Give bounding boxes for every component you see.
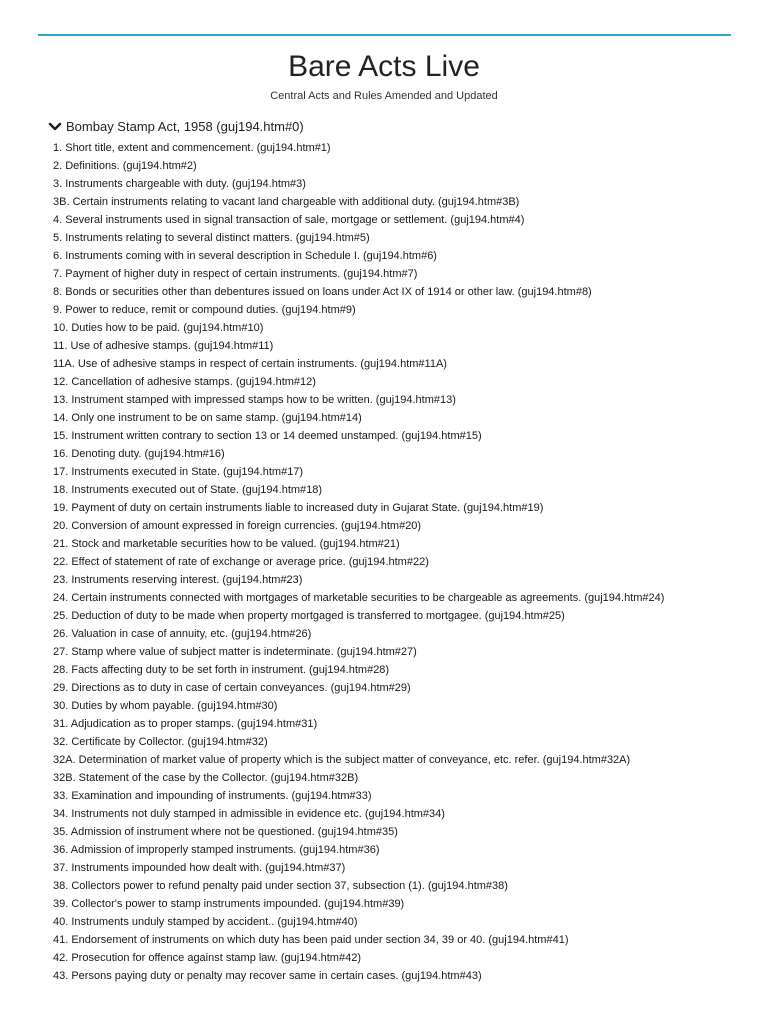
list-item xyxy=(53,931,664,949)
list-item xyxy=(53,661,664,679)
list-item xyxy=(53,967,664,985)
list-item xyxy=(53,481,664,499)
list-item xyxy=(53,445,664,463)
list-item xyxy=(53,283,664,301)
section-link[interactable]: 19. Payment of duty on certain instruments liable to increased duty in Gujarat State. (guj194.htm#19) xyxy=(53,502,544,514)
list-item xyxy=(53,571,664,589)
section-list xyxy=(53,139,664,985)
list-item xyxy=(53,373,664,391)
section-link[interactable]: 3. Instruments chargeable with duty. (guj194.htm#3) xyxy=(53,178,306,190)
section-link[interactable]: 32. Certificate by Collector. (guj194.htm#32) xyxy=(53,736,268,748)
act-heading[interactable] xyxy=(48,118,304,136)
section-link[interactable]: 8. Bonds or securities other than debentures issued on loans under Act IX of 1914 or other law. (guj194.htm#8) xyxy=(53,286,592,298)
list-item xyxy=(53,877,664,895)
section-link[interactable]: 7. Payment of higher duty in respect of certain instruments. (guj194.htm#7) xyxy=(53,268,418,280)
section-link[interactable]: 12. Cancellation of adhesive stamps. (guj194.htm#12) xyxy=(53,376,316,388)
section-link[interactable]: 31. Adjudication as to proper stamps. (guj194.htm#31) xyxy=(53,718,318,730)
list-item xyxy=(53,751,664,769)
section-link[interactable]: 16. Denoting duty. (guj194.htm#16) xyxy=(53,448,225,460)
list-item xyxy=(53,229,664,247)
section-link[interactable]: 6. Instruments coming with in several description in Schedule I. (guj194.htm#6) xyxy=(53,250,437,262)
site-subtitle: Central Acts and Rules Amended and Updated xyxy=(270,90,498,102)
list-item xyxy=(53,409,664,427)
section-link[interactable]: 42. Prosecution for offence against stamp law. (guj194.htm#42) xyxy=(53,952,361,964)
section-link[interactable]: 30. Duties by whom payable. (guj194.htm#30) xyxy=(53,700,278,712)
section-link[interactable]: 27. Stamp where value of subject matter is indeterminate. (guj194.htm#27) xyxy=(53,646,417,658)
section-link[interactable]: 13. Instrument stamped with impressed stamps how to be written. (guj194.htm#13) xyxy=(53,394,456,406)
section-link[interactable]: 29. Directions as to duty in case of certain conveyances. (guj194.htm#29) xyxy=(53,682,411,694)
list-item xyxy=(53,265,664,283)
list-item xyxy=(53,301,664,319)
act-heading-label: Bombay Stamp Act, 1958 (guj194.htm#0) xyxy=(66,119,304,134)
list-item xyxy=(53,589,664,607)
list-item xyxy=(53,157,664,175)
list-item xyxy=(53,247,664,265)
list-item xyxy=(53,823,664,841)
section-link[interactable]: 24. Certain instruments connected with mortgages of marketable securities to be chargeable as agreements. (guj194.htm#24) xyxy=(53,592,665,604)
section-link[interactable]: 14. Only one instrument to be on same stamp. (guj194.htm#14) xyxy=(53,412,362,424)
section-link[interactable]: 20. Conversion of amount expressed in foreign currencies. (guj194.htm#20) xyxy=(53,520,422,532)
section-link[interactable]: 15. Instrument written contrary to section 13 or 14 deemed unstamped. (guj194.htm#15) xyxy=(53,430,482,442)
section-link[interactable]: 23. Instruments reserving interest. (guj194.htm#23) xyxy=(53,574,303,586)
section-link[interactable]: 11. Use of adhesive stamps. (guj194.htm#11) xyxy=(53,340,274,352)
section-link[interactable]: 32A. Determination of market value of property which is the subject matter of conveyance, etc. refer. (guj194.htm#32A) xyxy=(53,754,631,766)
section-link[interactable]: 4. Several instruments used in signal transaction of sale, mortgage or settlement. (guj194.htm#4) xyxy=(53,214,525,226)
list-item xyxy=(53,607,664,625)
list-item xyxy=(53,211,664,229)
list-item xyxy=(53,715,664,733)
section-link[interactable]: 36. Admission of improperly stamped instruments. (guj194.htm#36) xyxy=(53,844,380,856)
section-link[interactable]: 1. Short title, extent and commencement. (guj194.htm#1) xyxy=(53,142,331,154)
section-link[interactable]: 18. Instruments executed out of State. (guj194.htm#18) xyxy=(53,484,323,496)
section-link[interactable]: 2. Definitions. (guj194.htm#2) xyxy=(53,160,197,172)
list-item xyxy=(53,913,664,931)
list-item xyxy=(53,427,664,445)
chevron-down-icon xyxy=(48,118,62,136)
section-link[interactable]: 26. Valuation in case of annuity, etc. (guj194.htm#26) xyxy=(53,628,312,640)
list-item xyxy=(53,733,664,751)
section-link[interactable]: 34. Instruments not duly stamped in admissible in evidence etc. (guj194.htm#34) xyxy=(53,808,445,820)
section-link[interactable]: 11A. Use of adhesive stamps in respect of certain instruments. (guj194.htm#11A) xyxy=(53,358,447,370)
list-item xyxy=(53,553,664,571)
header-divider xyxy=(38,34,731,36)
section-link[interactable]: 21. Stock and marketable securities how to be valued. (guj194.htm#21) xyxy=(53,538,400,550)
list-item xyxy=(53,841,664,859)
section-link[interactable]: 33. Examination and impounding of instruments. (guj194.htm#33) xyxy=(53,790,372,802)
list-item xyxy=(53,697,664,715)
list-item xyxy=(53,787,664,805)
list-item xyxy=(53,643,664,661)
list-item xyxy=(53,139,664,157)
section-link[interactable]: 9. Power to reduce, remit or compound duties. (guj194.htm#9) xyxy=(53,304,356,316)
list-item xyxy=(53,319,664,337)
section-link[interactable]: 28. Facts affecting duty to be set forth in instrument. (guj194.htm#28) xyxy=(53,664,390,676)
list-item xyxy=(53,679,664,697)
list-item xyxy=(53,859,664,877)
list-item xyxy=(53,517,664,535)
section-link[interactable]: 39. Collector's power to stamp instruments impounded. (guj194.htm#39) xyxy=(53,898,405,910)
section-link[interactable]: 17. Instruments executed in State. (guj194.htm#17) xyxy=(53,466,304,478)
section-link[interactable]: 38. Collectors power to refund penalty paid under section 37, subsection (1). (guj194.htm#38) xyxy=(53,880,508,892)
list-item xyxy=(53,193,664,211)
section-link[interactable]: 35. Admission of instrument where not be questioned. (guj194.htm#35) xyxy=(53,826,398,838)
list-item xyxy=(53,499,664,517)
list-item xyxy=(53,463,664,481)
section-link[interactable]: 43. Persons paying duty or penalty may recover same in certain cases. (guj194.htm#43) xyxy=(53,970,482,982)
site-title: Bare Acts Live xyxy=(288,50,480,83)
list-item xyxy=(53,391,664,409)
section-link[interactable]: 5. Instruments relating to several distinct matters. (guj194.htm#5) xyxy=(53,232,370,244)
section-link[interactable]: 40. Instruments unduly stamped by accident.. (guj194.htm#40) xyxy=(53,916,358,928)
list-item xyxy=(53,535,664,553)
list-item xyxy=(53,805,664,823)
section-link[interactable]: 3B. Certain instruments relating to vacant land chargeable with additional duty. (guj194.htm#3B) xyxy=(53,196,520,208)
section-link[interactable]: 22. Effect of statement of rate of exchange or average price. (guj194.htm#22) xyxy=(53,556,429,568)
section-link[interactable]: 25. Deduction of duty to be made when property mortgaged is transferred to mortgagee. (guj194.htm#25) xyxy=(53,610,565,622)
list-item xyxy=(53,949,664,967)
list-item xyxy=(53,355,664,373)
section-link[interactable]: 37. Instruments impounded how dealt with. (guj194.htm#37) xyxy=(53,862,346,874)
list-item xyxy=(53,769,664,787)
list-item xyxy=(53,895,664,913)
list-item xyxy=(53,337,664,355)
section-link[interactable]: 10. Duties how to be paid. (guj194.htm#10) xyxy=(53,322,264,334)
section-link[interactable]: 32B. Statement of the case by the Collector. (guj194.htm#32B) xyxy=(53,772,359,784)
section-link[interactable]: 41. Endorsement of instruments on which duty has been paid under section 34, 39 or 40. (guj194.htm#41) xyxy=(53,934,569,946)
list-item xyxy=(53,625,664,643)
list-item xyxy=(53,175,664,193)
